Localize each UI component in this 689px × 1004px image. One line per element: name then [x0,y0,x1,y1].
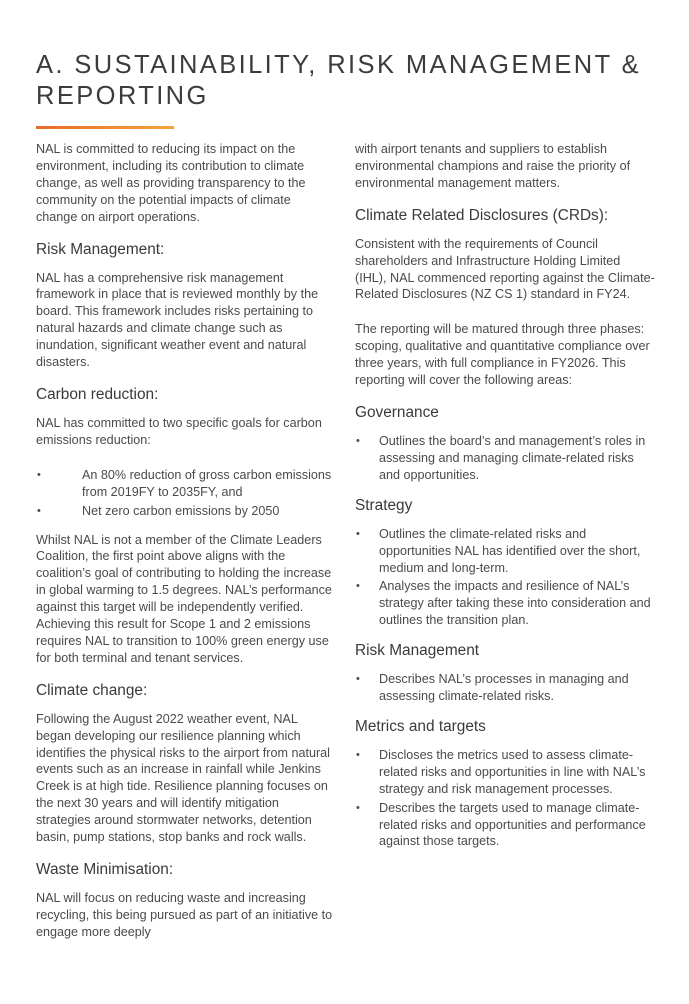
left-column [36,141,334,955]
risk-management-heading: Risk Management: [36,240,165,258]
list-item: • Analyses the impacts and resilience of NAL’s strategy after taking these into consideration and outlines the transition plan. [355,578,655,629]
coalition-paragraph: Whilst NAL is not a member of the Climate Leaders Coalition, the first point above aligns with the coalition’s goal of contributing to holding the increase in global warming to 1.5 degrees. NAL’s performance against this target will be independently verified. Achieving this result for Scope 1 and 2 emissions requires NAL to transition to 100% green energy use for both terminal and tenant services. [36,532,332,665]
carbon-reduction-heading: Carbon reduction: [36,385,159,403]
list-item: • Discloses the metrics used to assess climate-related risks and opportunities in line with NAL’s strategy and risk management processes. [355,747,655,798]
phases-paragraph: The reporting will be matured through three phases: scoping, qualitative and quantitative compliance over three years, with full compliance in FY2026. This reporting will cover the following areas: [355,322,650,388]
metrics-targets-heading: Metrics and targets [355,717,486,735]
list-item: • Outlines the board’s and management’s roles in assessing and managing climate-related risks and opportunities. [355,433,655,484]
carbon-goals-list [36,467,334,520]
risk-management-heading-right: Risk Management [355,642,480,660]
waste-minimisation-paragraph: NAL will focus on reducing waste and increasing recycling, this being pursued as part of an initiative to engage more deeply [36,891,333,939]
carbon-reduction-paragraph: NAL has committed to two specific goals for carbon emissions reduction: [36,415,322,447]
climate-change-heading: Climate change: [36,681,148,699]
governance-heading: Governance [355,403,439,421]
title-underline-accent [36,126,174,129]
risk-management-list [355,671,655,705]
crd-heading: Climate Related Disclosures (CRDs): [355,206,609,224]
strategy-list [355,526,655,629]
list-item: • Describes NAL’s processes in managing and assessing climate-related risks. [355,671,655,705]
governance-list [355,433,655,484]
metrics-targets-list [355,747,655,850]
risk-management-paragraph: NAL has a comprehensive risk management framework in place that is reviewed monthly by the board. This framework includes risks pertaining to natural hazards and climate change such as inundation, significant weather event and natural disasters. [36,270,319,370]
intro-paragraph: NAL is committed to reducing its impact on the environment, including its contribution to climate change, as well as providing transparency to the community on the potential impacts of climate change on airport operations. [36,142,306,224]
climate-change-paragraph: Following the August 2022 weather event, NAL began developing our resilience planning which identifies the physical risks to the airport from natural events such as an increase in rainfall while Jenkins Creek is at high tide. Resilience planning focuses on the next 30 years and will identify mitigation strategies around stormwater networks, detention basin, pump stations, stop banks and rock walls. [36,711,330,845]
page-title: A. SUSTAINABILITY, RISK MANAGEMENT & REPORTING [36,51,642,110]
list-item: • Outlines the climate-related risks and opportunities NAL has identified over the short, medium and long-term. [355,526,655,577]
crd-paragraph: Consistent with the requirements of Council shareholders and Infrastructure Holding Limited (IHL), NAL commenced reporting against the Climate-Related Disclosures (NZ CS 1) standard in FY24. [355,236,655,302]
waste-minimisation-heading: Waste Minimisation: [36,861,174,878]
list-item: • Net zero carbon emissions by 2050 [36,503,334,520]
list-item: • Describes the targets used to manage climate-related risks and opportunities and performance against those targets. [355,800,655,851]
list-item: • An 80% reduction of gross carbon emissions from 2019FY to 2035FY, and [36,467,334,501]
right-column [355,141,655,862]
waste-minimisation-continued: with airport tenants and suppliers to establish environmental champions and raise the priority of environmental management matters. [355,142,631,190]
strategy-heading: Strategy [355,496,413,514]
